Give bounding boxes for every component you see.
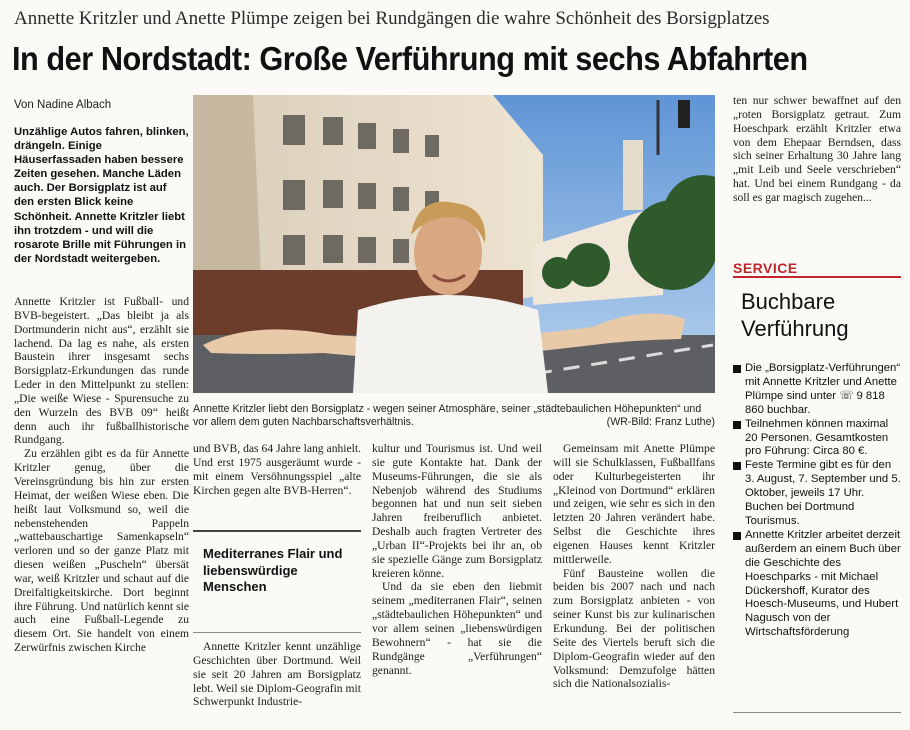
square-bullet-icon xyxy=(733,421,741,429)
square-bullet-icon xyxy=(733,365,741,373)
photo-caption xyxy=(193,403,715,429)
paragraph: und BVB, das 64 Jahre lang anhielt. Und erst 1975 ausgeräumt wurde - mit einem Versöhnungsspiel „alte Kirchen gegen alte BVB-Herren“. xyxy=(193,442,361,497)
caption-text: Annette Kritzler liebt den Borsigplatz - wegen seiner Atmosphäre, seiner „städtebaulichen Höhepunkten“ und vor allem dem guten Nachbarschaftsverhältnis. xyxy=(193,403,702,428)
headline: In der Nordstadt: Große Verführung mit sechs Abfahrten xyxy=(12,40,808,77)
article-column-1 xyxy=(14,295,189,725)
square-bullet-icon xyxy=(733,462,741,470)
paragraph: kultur und Tourismus ist. Und weil sie gute Kontakte hat. Dank der Museums-Führungen, die sie als Nebenjob während des Studiums begonnen hat und nun seit sieben Jahren freiberuflich anbietet. Deshalb auch fragten Vertreter des „Urban II“-Projekts bei ihr an, ob sie spezielle Gänge zum Borsigplatz kreieren könne. xyxy=(372,442,542,580)
service-list xyxy=(733,362,903,640)
article-column-4 xyxy=(553,442,715,726)
article-column-2-continued xyxy=(193,640,361,726)
service-item: Feste Termine gibt es für den 3. August, 7. September und 5. Oktober, jeweils 17 Uhr. Buchen bei Dortmund Tourismus. xyxy=(733,459,903,529)
paragraph: Und da sie eben den liebmit seinem „mediterranen Flair“, seinen „städtebaulichen Höhepunkten“ und vor allem seinen „liebenswürdigen Bewohnern“ - hat sie die Rundgänge „Verführungen“ genannt. xyxy=(372,580,542,677)
kicker-line: Annette Kritzler und Anette Plümpe zeigen bei Rundgängen die wahre Schönheit des Borsigplatzes xyxy=(14,8,770,29)
service-label: SERVICE xyxy=(733,260,798,276)
service-title: Buchbare Verführung xyxy=(741,289,849,341)
service-bottom-rule xyxy=(733,712,901,713)
square-bullet-icon xyxy=(733,532,741,540)
article-column-2 xyxy=(193,442,361,526)
service-item: Teilnehmen können maximal 20 Personen. Gesamtkosten pro Führung: Circa 80 €. xyxy=(733,418,903,460)
article-photo xyxy=(193,95,715,393)
photo-illustration xyxy=(193,95,715,393)
subhead-box xyxy=(193,530,361,633)
article-column-5 xyxy=(733,94,901,244)
subhead: Mediterranes Flair und liebenswürdige Menschen xyxy=(203,546,343,594)
paragraph: Fünf Bausteine wollen die beiden bis 2007 nach und nach zum Borsigplatz anbieten - von seiner Kunst bis zur kulinarischen Erkundung. Bei der politischen Seite des Viertels beruft sich die Diplom-Geografin wieder auf den Volksmund: Demzufolge hätten sich die Nationalsozialis- xyxy=(553,566,715,691)
article-column-3 xyxy=(372,442,542,726)
paragraph: Zu erzählen gibt es da für Annette Kritzler genug, über die Vereinsgründung bis hin zur ersten Heimat, der weißen Wiese eben. Die heißt laut Volksmund so, weil die nebenstehenden Pappeln „wattebauschartige Samenkapseln“ verloren und so der ganze Platz mit diesen weißen „Puscheln“ übersät war, weiß Kritzler und schaut auf die Dreifaltigkeitskirche. Dort beginnt ihre Führung. Und natürlich kennt sie auch eine Fußball-Legende zu diesem Ort. Sie handelt von einem Zerwürfnis zwischen Kirche xyxy=(14,447,189,655)
photo-credit: (WR-Bild: Franz Luthe) xyxy=(606,416,715,428)
service-divider xyxy=(733,276,901,278)
paragraph: Annette Kritzler ist Fußball- und BVB-begeistert. „Das bleibt ja als Dortmunderin nicht aus“, erzählt sie lachend. Da lag es nahe, als ersten Baustein ihrer insgesamt sechs Borsigplatz-Erkundungen das runde Leder in den Mittelpunkt zu stellen: „Die weiße Wiese - Spurensuche zu den Wurzeln des BVB 09“ heißt denn auch ihr fußballhistorische Rundgang. xyxy=(14,295,189,447)
byline: Von Nadine Albach xyxy=(14,99,112,111)
paragraph: Gemeinsam mit Anette Plümpe will sie Schulklassen, Fußballfans oder Kulturbegeisterten ihr „Kleinod von Dortmund“ erklären und zeigen, wie sehr es sich in den letzten 20 Jahren verändert habe. Selbst die Geschichte ihres eigenen Hauses kennt Kritzler mittlerweile. xyxy=(553,442,715,566)
service-item: Annette Kritzler arbeitet derzeit außerdem an einem Buch über die Geschichte des Hoeschparks - mit Michael Dückershoff, Kurator des Hoesch-Museums, und Hubert Nagusch von der Wirtschaftsförderung xyxy=(733,529,903,640)
paragraph: Annette Kritzler kennt unzählige Geschichten über Dortmund. Weil sie seit 20 Jahren am Borsigplatz lebt. Weil sie Diplom-Geografin mit Schwerpunkt Industrie- xyxy=(193,640,361,709)
lead-paragraph: Unzählige Autos fahren, blinken, drängeln. Einige Häuserfassaden haben bessere Zeiten gesehen. Manche Läden auch. Der Borsigplatz ist auf den ersten Blick keine Schönheit. Annette Kritzler liebt ihn trotzdem - und will die rosarote Brille mit Führungen in der Nordstadt weitergeben. xyxy=(14,126,189,265)
service-item: Die „Borsigplatz-Verführungen“ mit Annette Kritzler und Anette Plümpe sind unter ☏ 9 818 860 buchbar. xyxy=(733,362,903,418)
paragraph: ten nur schwer bewaffnet auf den „roten Borsigplatz getraut. Zum Hoeschpark erzählt Kritzler etwa von dem Ehepaar Berndsen, dass sich seiner Erhaltung 30 Jahre lang „mit Leib und Seele verschrieben“ hat. Und bei einem Rundgang - da soll es gar magisch zugehen... xyxy=(733,94,901,204)
